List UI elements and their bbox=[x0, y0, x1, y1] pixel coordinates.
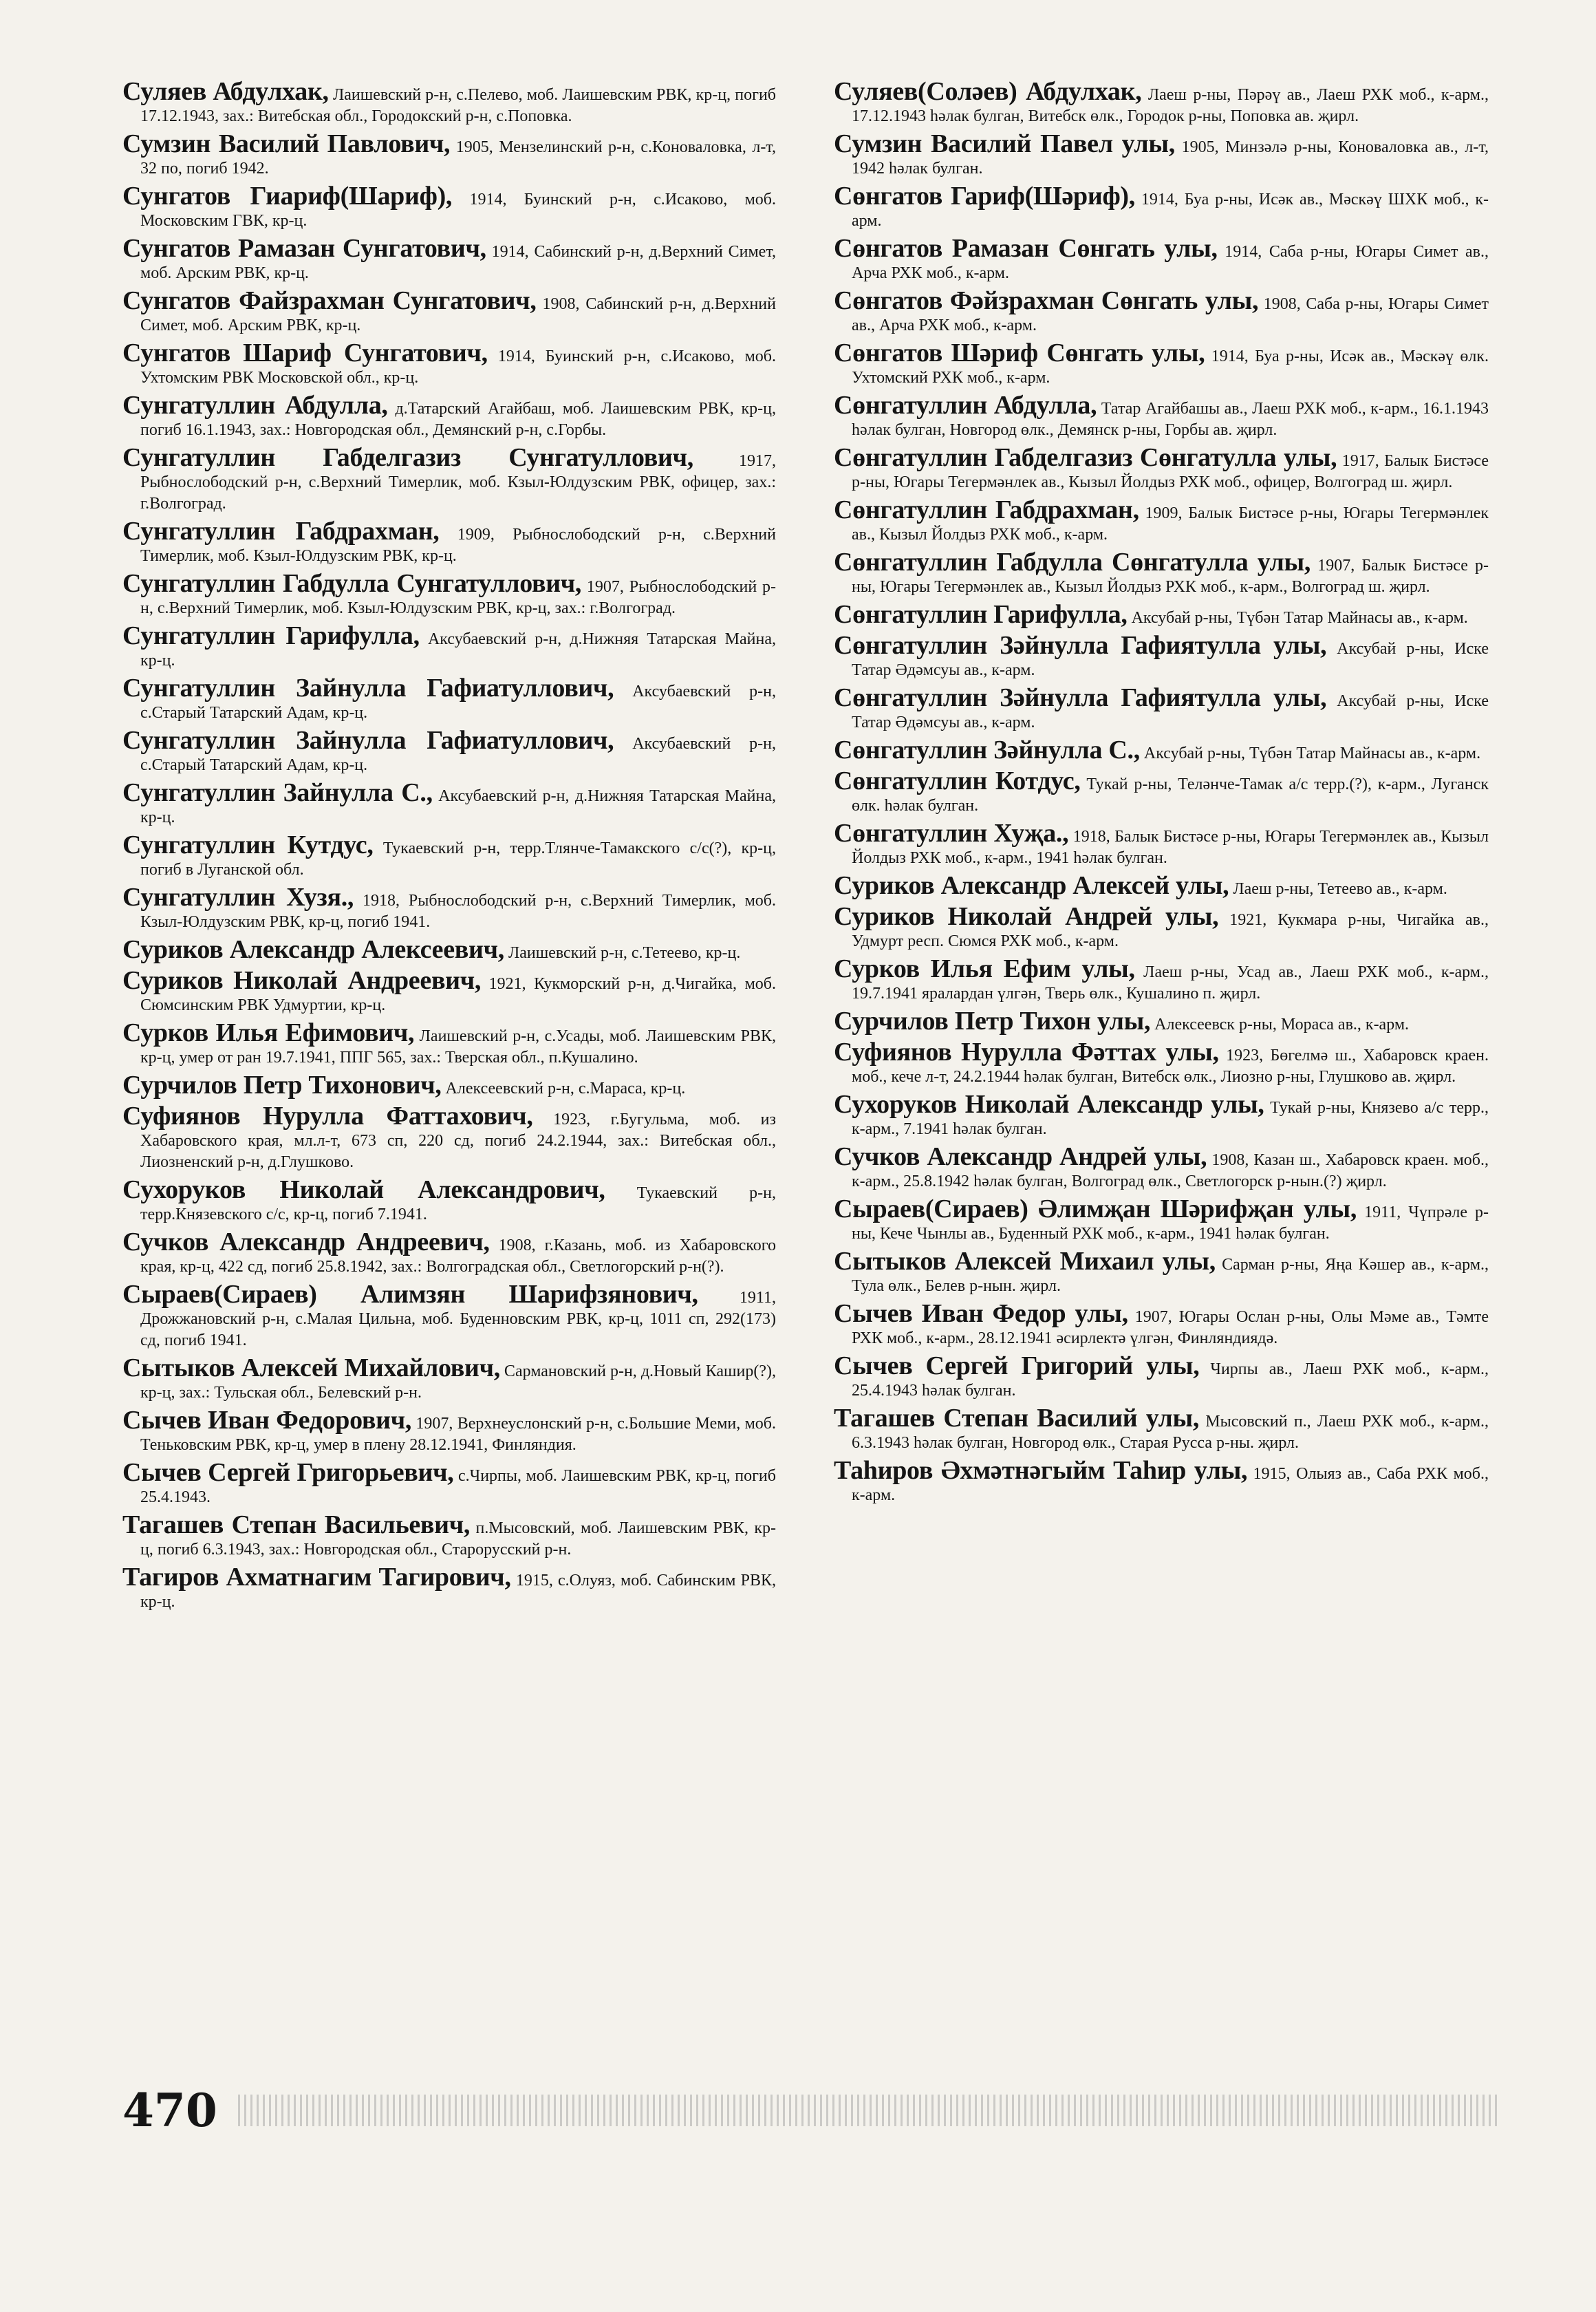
entry-details: 1911, Дрожжановский р-н, с.Малая Цильна, моб. Буденновским РВК, кр-ц, 1011 сп, 292(173) сд, погиб 1941. bbox=[140, 1289, 776, 1349]
memorial-entry bbox=[122, 569, 776, 619]
memorial-entry bbox=[122, 726, 776, 776]
entry-details: 1917, Рыбнослободский р-н, с.Верхний Тимерлик, моб. Кзыл-Юлдузским РВК, офицер, зах.: г.Волгоград. bbox=[140, 452, 776, 513]
entry-details: 1914, Сабинский р-н, д.Верхний Симет, моб. Арским РВК, кр-ц. bbox=[140, 243, 777, 282]
entry-name: Сөнгатуллин Зәйнулла С., bbox=[834, 736, 1140, 764]
memorial-entry bbox=[834, 286, 1489, 336]
entry-name: Суляев Абдулхак, bbox=[122, 77, 329, 106]
entry-details: 1908, Казан ш., Хабаровск краен. моб., к-арм., 25.8.1942 һәлак булган, Волгоград өлк., Светлогорск р-нын.(?) җирл. bbox=[852, 1151, 1489, 1190]
memorial-entry bbox=[834, 1038, 1489, 1088]
left-column-russian bbox=[122, 77, 777, 1619]
memorial-entry bbox=[122, 1406, 776, 1456]
entry-details: 1905, Минзәлә р-ны, Коноваловка ав., л-т, 1942 һәлак булган. bbox=[852, 138, 1489, 178]
memorial-entry bbox=[834, 600, 1489, 629]
entry-name: Сычев Сергей Григорьевич, bbox=[122, 1458, 454, 1487]
memorial-entry bbox=[122, 1018, 776, 1069]
entry-details: Аксубаевский р-н, с.Старый Татарский Адам, кр-ц. bbox=[140, 683, 776, 722]
memorial-entry bbox=[834, 129, 1489, 180]
scan-noise-strip bbox=[238, 2095, 1498, 2126]
entry-details: 1908, Сабинский р-н, д.Верхний Симет, моб. Арским РВК, кр-ц. bbox=[140, 295, 776, 334]
entry-name: Тагиров Ахматнагим Тагирович, bbox=[122, 1563, 511, 1592]
entry-details: 1908, Саба р-ны, Югары Симет ав., Арча РХК моб., к-арм. bbox=[852, 295, 1489, 334]
entry-details: Тукай р-ны, Теләнче-Тамак а/с терр.(?), к-арм., Луганск өлк. һәлак булган. bbox=[852, 775, 1489, 815]
entry-name: Сөнгатуллин Абдулла, bbox=[834, 391, 1097, 420]
memorial-entry bbox=[122, 935, 776, 964]
entry-details: с.Чирпы, моб. Лаишевским РВК, кр-ц, погиб 25.4.1943. bbox=[140, 1467, 776, 1506]
memorial-entry bbox=[834, 548, 1489, 598]
entry-name: Сунгатуллин Зайнулла С., bbox=[122, 778, 433, 807]
entry-name: Сөнгатуллин Габдрахман, bbox=[834, 495, 1139, 524]
entry-details: 1918, Рыбнослободский р-н, с.Верхний Тимерлик, моб. Кзыл-Юлдузским РВК, кр-ц, погиб 1941. bbox=[140, 892, 776, 931]
entry-name: Сычев Иван Федор улы, bbox=[834, 1299, 1128, 1328]
entry-details: Аксубай р-ны, Түбән Татар Майнасы ав., к-арм. bbox=[1127, 609, 1468, 627]
entry-name: Сунгатуллин Габдрахман, bbox=[122, 517, 440, 546]
memorial-entry bbox=[122, 778, 776, 828]
entry-name: Сөнгатуллин Габделгазиз Сөнгатулла улы, bbox=[834, 443, 1337, 472]
memorial-entry bbox=[834, 182, 1489, 232]
entry-details: Лаишевский р-н, с.Пелево, моб. Лаишевским РВК, кр-ц, погиб 17.12.1943, зах.: Витебская обл., Городокский р-н, с.Поповка. bbox=[140, 86, 777, 125]
page-number: 470 bbox=[122, 2084, 217, 2137]
entry-name: Сунгатуллин Габделгазиз Сунгатуллович, bbox=[122, 443, 693, 472]
entry-name: Сытыков Алексей Михаил улы, bbox=[834, 1247, 1216, 1276]
memorial-entry bbox=[834, 1404, 1489, 1454]
memorial-entry bbox=[834, 683, 1489, 734]
memorial-entry bbox=[122, 286, 776, 336]
entry-details: 1921, Кукморский р-н, д.Чигайка, моб. Сюмсинским РВК Удмуртии, кр-ц. bbox=[140, 975, 776, 1014]
entry-name: Сунгатуллин Гарифулла, bbox=[122, 621, 420, 650]
memorial-entry bbox=[834, 767, 1489, 817]
entry-name: Суриков Александр Алексеевич, bbox=[122, 935, 504, 964]
entry-details: Аксубаевский р-н, д.Нижняя Татарская Майна, кр-ц. bbox=[140, 787, 776, 826]
entry-name: Сыраев(Сираев) Алимзян Шарифзянович, bbox=[122, 1280, 698, 1309]
memorial-entry bbox=[122, 674, 776, 724]
entry-details: Тукаевский р-н, терр.Тлянче-Тамакского с/с(?), кр-ц, погиб в Луганской обл. bbox=[140, 839, 776, 879]
entry-details: 1907, Югары Ослан р-ны, Олы Мәме ав., Тәмте РХК моб., к-арм., 28.12.1941 әсирлектә үлгән, Финляндиядә. bbox=[852, 1308, 1489, 1347]
entry-name: Сунгатуллин Абдулла, bbox=[122, 391, 388, 420]
entry-name: Сунгатуллин Зайнулла Гафиатуллович, bbox=[122, 726, 614, 755]
entry-details: Аксубай р-ны, Иске Татар Әдәмсуы ав., к-арм. bbox=[852, 640, 1489, 679]
memorial-entry bbox=[122, 182, 776, 232]
entry-name: Суфиянов Нурулла Фәттах улы, bbox=[834, 1038, 1219, 1067]
memorial-entry bbox=[122, 129, 776, 180]
memorial-entry bbox=[834, 1247, 1489, 1297]
entry-details: Лаишевский р-н, с.Усады, моб. Лаишевским РВК, кр-ц, умер от ран 19.7.1941, ППГ 565, зах.: Тверская обл., п.Кушалино. bbox=[140, 1027, 776, 1067]
memorial-entry bbox=[834, 1090, 1489, 1140]
entry-name: Сунгатуллин Кутдус, bbox=[122, 831, 374, 859]
memorial-entry bbox=[122, 339, 777, 389]
entry-details: 1907, Верхнеуслонский р-н, с.Большие Меми, моб. Теньковским РВК, кр-ц, умер в плену 28.12.1941, Финляндия. bbox=[140, 1415, 776, 1454]
entry-name: Сумзин Василий Павел улы, bbox=[834, 129, 1175, 158]
entry-details: 1914, Саба р-ны, Югары Симет ав., Арча РХК моб., к-арм. bbox=[852, 243, 1489, 282]
entry-details: Тукай р-ны, Князево а/с терр., к-арм., 7.1941 һәлак булган. bbox=[852, 1099, 1489, 1138]
memorial-entry bbox=[834, 391, 1489, 441]
memorial-entry bbox=[122, 1510, 776, 1561]
entry-details: Сарман р-ны, Яңа Кәшер ав., к-арм., Тула өлк., Белев р-нын. җирл. bbox=[852, 1256, 1489, 1295]
entry-details: 1911, Чүпрәле р-ны, Кече Чынлы ав., Буденный РХК моб., к-арм., 1941 һәлак булган. bbox=[852, 1203, 1489, 1243]
entry-name: Сөнгатуллин Зәйнулла Гафиятулла улы, bbox=[834, 683, 1327, 712]
entry-details: Лаеш р-ны, Усад ав., Лаеш РХК моб., к-арм., 19.7.1941 яралардан үлгән, Тверь өлк., Кушалино п. җирл. bbox=[852, 963, 1489, 1003]
entry-name: Тагашев Степан Василий улы, bbox=[834, 1404, 1200, 1433]
entry-name: Сычев Сергей Григорий улы, bbox=[834, 1351, 1200, 1380]
entry-name: Сөнгатов Рамазан Сөнгать улы, bbox=[834, 234, 1218, 263]
entry-name: Суляев(Соләев) Абдулхак, bbox=[834, 77, 1142, 106]
entry-name: Таһиров Әхмәтнәгыйм Таһир улы, bbox=[834, 1456, 1248, 1485]
memorial-entry bbox=[122, 966, 776, 1016]
entry-name: Сумзин Василий Павлович, bbox=[122, 129, 451, 158]
entry-name: Сурков Илья Ефимович, bbox=[122, 1018, 415, 1047]
entry-details: 1914, Буинский р-н, с.Исаково, моб. Ухтомским РВК Московской обл., кр-ц. bbox=[140, 347, 777, 387]
entry-details: 1908, г.Казань, моб. из Хабаровского края, кр-ц, 422 сд, погиб 25.8.1942, зах.: Волгоградская обл., Светлогорский р-н(?). bbox=[140, 1237, 776, 1276]
memorial-entry bbox=[834, 736, 1489, 764]
entry-details: 1921, Кукмара р-ны, Чигайка ав., Удмурт респ. Сюмся РХК моб., к-арм. bbox=[852, 911, 1489, 950]
entry-name: Сөнгатуллин Зәйнулла Гафиятулла улы, bbox=[834, 631, 1327, 660]
memorial-entry bbox=[834, 339, 1489, 389]
entry-name: Сунгатов Шариф Сунгатович, bbox=[122, 339, 488, 367]
right-column-tatar bbox=[834, 77, 1489, 1512]
memorial-entry bbox=[834, 77, 1489, 127]
entry-name: Сөнгатов Фәйзрахман Сөнгать улы, bbox=[834, 286, 1259, 315]
memorial-entry bbox=[834, 902, 1489, 952]
memorial-entry bbox=[122, 234, 777, 284]
entry-details: п.Мысовский, моб. Лаишевским РВК, кр-ц, погиб 6.3.1943, зах.: Новгородская обл., Старорусский р-н. bbox=[140, 1519, 776, 1559]
entry-details: 1918, Балык Бистәсе р-ны, Югары Тегермәнлек ав., Кызыл Йолдыз РХК моб., к-арм., 1941 һәлак булган. bbox=[852, 828, 1489, 867]
entry-name: Суриков Николай Андрей улы, bbox=[834, 902, 1219, 931]
memorial-entry bbox=[122, 1458, 776, 1508]
entry-name: Сунгатов Гиариф(Шариф), bbox=[122, 182, 453, 211]
entry-name: Сунгатуллин Габдулла Сунгатуллович, bbox=[122, 569, 582, 598]
entry-details: Мысовский п., Лаеш РХК моб., к-арм., 6.3.1943 һәлак булган, Новгород өлк., Старая Русса р-ны. җирл. bbox=[852, 1413, 1489, 1452]
entry-details: Аксубаевский р-н, д.Нижняя Татарская Майна, кр-ц. bbox=[140, 630, 776, 670]
memorial-entry bbox=[834, 1142, 1489, 1192]
entry-name: Сухоруков Николай Александр улы, bbox=[834, 1090, 1264, 1119]
memorial-entry bbox=[834, 234, 1489, 284]
memorial-entry bbox=[834, 1195, 1489, 1245]
memorial-entry bbox=[122, 77, 777, 127]
memorial-entry bbox=[122, 1228, 776, 1278]
entry-name: Суриков Александр Алексей улы, bbox=[834, 871, 1229, 900]
entry-details: Сармановский р-н, д.Новый Кашир(?), кр-ц, зах.: Тульская обл., Белевский р-н. bbox=[140, 1362, 776, 1402]
entry-name: Сыраев(Сираев) Әлимҗан Шәрифҗан улы, bbox=[834, 1195, 1357, 1223]
memorial-entry bbox=[122, 831, 776, 881]
entry-details: Татар Агайбашы ав., Лаеш РХК моб., к-арм., 16.1.1943 һәлак булган, Новгород өлк., Демянск р-ны, Горбы ав. җирл. bbox=[852, 400, 1489, 439]
entry-details: Алексеевский р-н, с.Мараса, кр-ц. bbox=[441, 1080, 686, 1098]
entry-name: Сөнгатуллин Габдулла Сөнгатулла улы, bbox=[834, 548, 1311, 577]
entry-details: Лаеш р-ны, Пәрәү ав., Лаеш РХК моб., к-арм., 17.12.1943 һәлак булган, Витебск өлк., Городок р-ны, Поповка ав. җирл. bbox=[852, 86, 1489, 125]
page-footer bbox=[122, 2084, 1498, 2137]
entry-name: Сурков Илья Ефим улы, bbox=[834, 954, 1135, 983]
entry-details: 1909, Рыбнослободский р-н, с.Верхний Тимерлик, моб. Кзыл-Юлдузским РВК, кр-ц. bbox=[140, 526, 776, 565]
entry-details: д.Татарский Агайбаш, моб. Лаишевским РВК, кр-ц, погиб 16.1.1943, зах.: Новгородская обл., Демянский р-н, с.Горбы. bbox=[140, 400, 777, 439]
memorial-entry bbox=[122, 517, 776, 567]
memorial-entry bbox=[834, 631, 1489, 681]
entry-name: Сөнгатов Шәриф Сөнгать улы, bbox=[834, 339, 1205, 367]
memorial-entry bbox=[834, 1351, 1489, 1402]
memorial-entry bbox=[834, 871, 1489, 900]
entry-name: Сунгатуллин Хузя., bbox=[122, 883, 354, 912]
entry-details: 1915, Олыяз ав., Саба РХК моб., к-арм. bbox=[852, 1465, 1489, 1504]
entry-name: Сучков Александр Андрей улы, bbox=[834, 1142, 1207, 1171]
memorial-entry bbox=[122, 1563, 777, 1613]
entry-name: Сухоруков Николай Александрович, bbox=[122, 1175, 605, 1204]
memorial-entry bbox=[834, 1299, 1489, 1349]
memorial-entry bbox=[122, 1102, 776, 1173]
memorial-entry bbox=[834, 1456, 1489, 1506]
entry-name: Сөнгатов Гариф(Шәриф), bbox=[834, 182, 1135, 211]
entry-details: 1907, Рыбнослободский р-н, с.Верхний Тимерлик, моб. Кзыл-Юлдузским РВК, кр-ц, зах.: г.Волгоград. bbox=[140, 578, 776, 617]
entry-details: 1923, Бөгелмә ш., Хабаровск краен. моб., кече л-т, 24.2.1944 һәлак булган, Витебск өлк., Лиозно р-ны, Глушково ав. җирл. bbox=[852, 1047, 1489, 1086]
entry-name: Сычев Иван Федорович, bbox=[122, 1406, 412, 1435]
entry-name: Суриков Николай Андреевич, bbox=[122, 966, 482, 995]
entry-details: Аксубаевский р-н, с.Старый Татарский Адам, кр-ц. bbox=[140, 735, 776, 774]
entry-details: Аксубай р-ны, Иске Татар Әдәмсуы ав., к-арм. bbox=[852, 692, 1489, 731]
entry-details: 1907, Балык Бистәсе р-ны, Югары Тегермәнлек ав., Кызыл Йолдыз РХК моб., к-арм., Волгоград ш. җирл. bbox=[852, 557, 1489, 596]
entry-name: Сурчилов Петр Тихон улы, bbox=[834, 1007, 1151, 1036]
memorial-entry bbox=[122, 883, 776, 933]
entry-details: 1914, Буинский р-н, с.Исаково, моб. Московским ГВК, кр-ц. bbox=[140, 191, 776, 230]
memorial-entry bbox=[122, 1280, 776, 1351]
memorial-entry bbox=[834, 819, 1489, 869]
memorial-entry bbox=[122, 391, 777, 441]
memorial-entry bbox=[122, 1175, 777, 1225]
entry-name: Сунгатов Рамазан Сунгатович, bbox=[122, 234, 486, 263]
entry-details: 1915, с.Олуяз, моб. Сабинским РВК, кр-ц. bbox=[140, 1572, 777, 1611]
entry-name: Тагашев Степан Васильевич, bbox=[122, 1510, 471, 1539]
entry-name: Сөнгатуллин Гарифулла, bbox=[834, 600, 1128, 629]
entry-details: Лаеш р-ны, Тетеево ав., к-арм. bbox=[1229, 880, 1447, 898]
entry-details: Лаишевский р-н, с.Тетеево, кр-ц. bbox=[504, 944, 741, 962]
memorial-entry bbox=[122, 1353, 776, 1404]
entry-details: Алексеевск р-ны, Мораса ав., к-арм. bbox=[1150, 1016, 1410, 1034]
entry-name: Сытыков Алексей Михайлович, bbox=[122, 1353, 500, 1382]
entry-name: Сучков Александр Андреевич, bbox=[122, 1228, 490, 1256]
entry-name: Сөнгатуллин Котдус, bbox=[834, 767, 1081, 795]
memorial-entry bbox=[834, 443, 1489, 493]
entry-details: 1905, Мензелинский р-н, с.Коноваловка, л-т, 32 по, погиб 1942. bbox=[140, 138, 776, 178]
entry-details: Чирпы ав., Лаеш РХК моб., к-арм., 25.4.1943 һәлак булган. bbox=[852, 1360, 1489, 1400]
entry-name: Сунгатуллин Зайнулла Гафиатуллович, bbox=[122, 674, 614, 703]
entry-name: Сунгатов Файзрахман Сунгатович, bbox=[122, 286, 537, 315]
entry-details: 1914, Буа р-ны, Исәк ав., Мәскәү ШХК моб., к-арм. bbox=[852, 191, 1489, 230]
entry-details: 1917, Балык Бистәсе р-ны, Югары Тегермәнлек ав., Кызыл Йолдыз РХК моб., офицер, Волгоград ш. җирл. bbox=[852, 452, 1489, 491]
entry-name: Сөнгатуллин Хуҗа., bbox=[834, 819, 1069, 848]
memorial-entry bbox=[122, 443, 776, 515]
entry-details: 1914, Буа р-ны, Исәк ав., Мәскәү өлк. Ухтомский РХК моб., к-арм. bbox=[852, 347, 1489, 387]
entry-name: Суфиянов Нурулла Фаттахович, bbox=[122, 1102, 533, 1131]
entry-details: Аксубай р-ны, Түбән Татар Майнасы ав., к-арм. bbox=[1139, 745, 1481, 762]
entry-details: 1909, Балык Бистәсе р-ны, Югары Тегермәнлек ав., Кызыл Йолдыз РХК моб., к-арм. bbox=[852, 504, 1489, 544]
entry-details: Тукаевский р-н, терр.Князевского с/с, кр-ц, погиб 7.1941. bbox=[140, 1184, 777, 1223]
memorial-entry bbox=[834, 954, 1489, 1005]
memorial-entry bbox=[122, 621, 776, 672]
memorial-entry bbox=[122, 1071, 776, 1100]
entry-details: 1923, г.Бугульма, моб. из Хабаровского края, мл.л-т, 673 сп, 220 сд, погиб 24.2.1944, зах.: Витебская обл., Лиозненский р-н, д.Глушково. bbox=[140, 1111, 776, 1171]
memorial-entry bbox=[834, 495, 1489, 546]
memorial-entry bbox=[834, 1007, 1489, 1036]
entry-name: Сурчилов Петр Тихонович, bbox=[122, 1071, 442, 1100]
